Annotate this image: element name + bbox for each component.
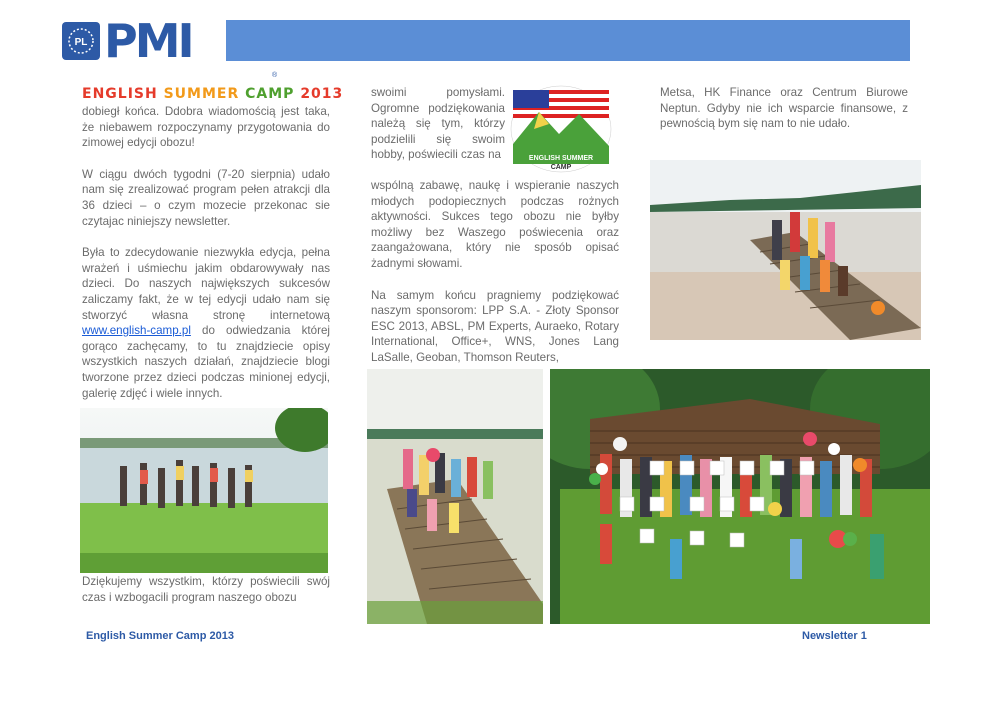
website-link[interactable]: www.english-camp.pl (82, 324, 191, 338)
photo-group-letters (550, 369, 930, 624)
paragraph: dobiegł końca. Ddobra wiadomością jest taka, że niebawem rozpoczynamy przygotowania do zimowej edycji obozu! (82, 105, 330, 150)
paragraph: Na samym końcu pragniemy podziękować naszym sponsorom: LPP S.A. - Złoty Sponsor ESC 2013, ABSL, PM Experts, Auraeko, Rotary International, Office+, WNS, Jones Lang LaSalle, Geoban, Thomson Reuters, (371, 288, 619, 364)
photo-jumping-kids (80, 408, 328, 573)
paragraph-text: do odwiedzania której gorąco zachęcamy, to tu znajdziecie opisy wszystkich naszych działań, znajdziecie blogi tworzone przez dzieci podczas minionej edycji, galerię zdjęć i wiele innych. (82, 324, 330, 400)
column-2-top-wide (371, 178, 619, 366)
camp-logo-text1: ENGLISH SUMMER (528, 155, 594, 162)
logo-badge-text: PL (74, 37, 88, 48)
column-1-bottom (82, 574, 330, 605)
newsletter-title (82, 86, 343, 102)
paragraph: Dziękujemy wszystkim, którzy poświecili swój czas i wzbogacili program naszego obozu (82, 575, 330, 604)
title-word-english: ENGLISH (82, 86, 158, 102)
paragraph: wspólną zabawę, naukę i wspieranie naszych młodych podopiecznych podczas rożnych aktywności. Sukces tego obozu nie byłby możliwy bez Waszego poświecenia oraz zaangażowana, który nie sposób opisać żadnymi słowami. (371, 179, 619, 270)
photo-pier-group (650, 160, 921, 340)
column-3-text (660, 85, 908, 132)
column-2-top-narrow (371, 85, 505, 163)
camp-logo (509, 84, 613, 174)
camp-logo-text2: CAMP (550, 164, 572, 171)
pmi-logo (60, 14, 278, 79)
paragraph-text: Była to zdecydowanie niezwykła edycja, pełna wrażeń i uśmiechu jakim obdarowywały nas dzieci. Do naszych największych sukcesów zaliczamy fakt, że w tej edycji udało nam się stworzyć własna stronę internetową (82, 246, 330, 322)
footer-right: Newsletter 1 (802, 630, 867, 642)
title-word-year: 2013 (300, 86, 344, 102)
paragraph: Metsa, HK Finance oraz Centrum Biurowe Neptun. Gdyby nie ich wsparcie finansowe, z pewnością bym się nam to nie udało. (660, 86, 908, 131)
footer-left: English Summer Camp 2013 (86, 630, 234, 642)
column-1-top (82, 104, 330, 401)
paragraph: W ciągu dwóch tygodni (7-20 sierpnia) udało nam się zrealizować program pełen atrakcji dla 36 dzieci – o czym mozecie przekonac sie czytajac niniejszy newsletter. (82, 167, 330, 228)
registered-mark: ® (272, 72, 278, 79)
photo-pier-kids-waving (367, 369, 543, 624)
pmi-pl-badge (62, 22, 100, 60)
paragraph (82, 245, 330, 401)
title-word-summer: SUMMER (163, 86, 240, 102)
title-word-camp: CAMP (245, 86, 295, 102)
header-bar (226, 20, 910, 61)
paragraph: swoimi pomysłami. Ogromne podziękowania należą się tym, którzy podzielili się swoim hobby, poświecili czas na (371, 86, 505, 162)
logo-text: PMI (104, 14, 192, 68)
